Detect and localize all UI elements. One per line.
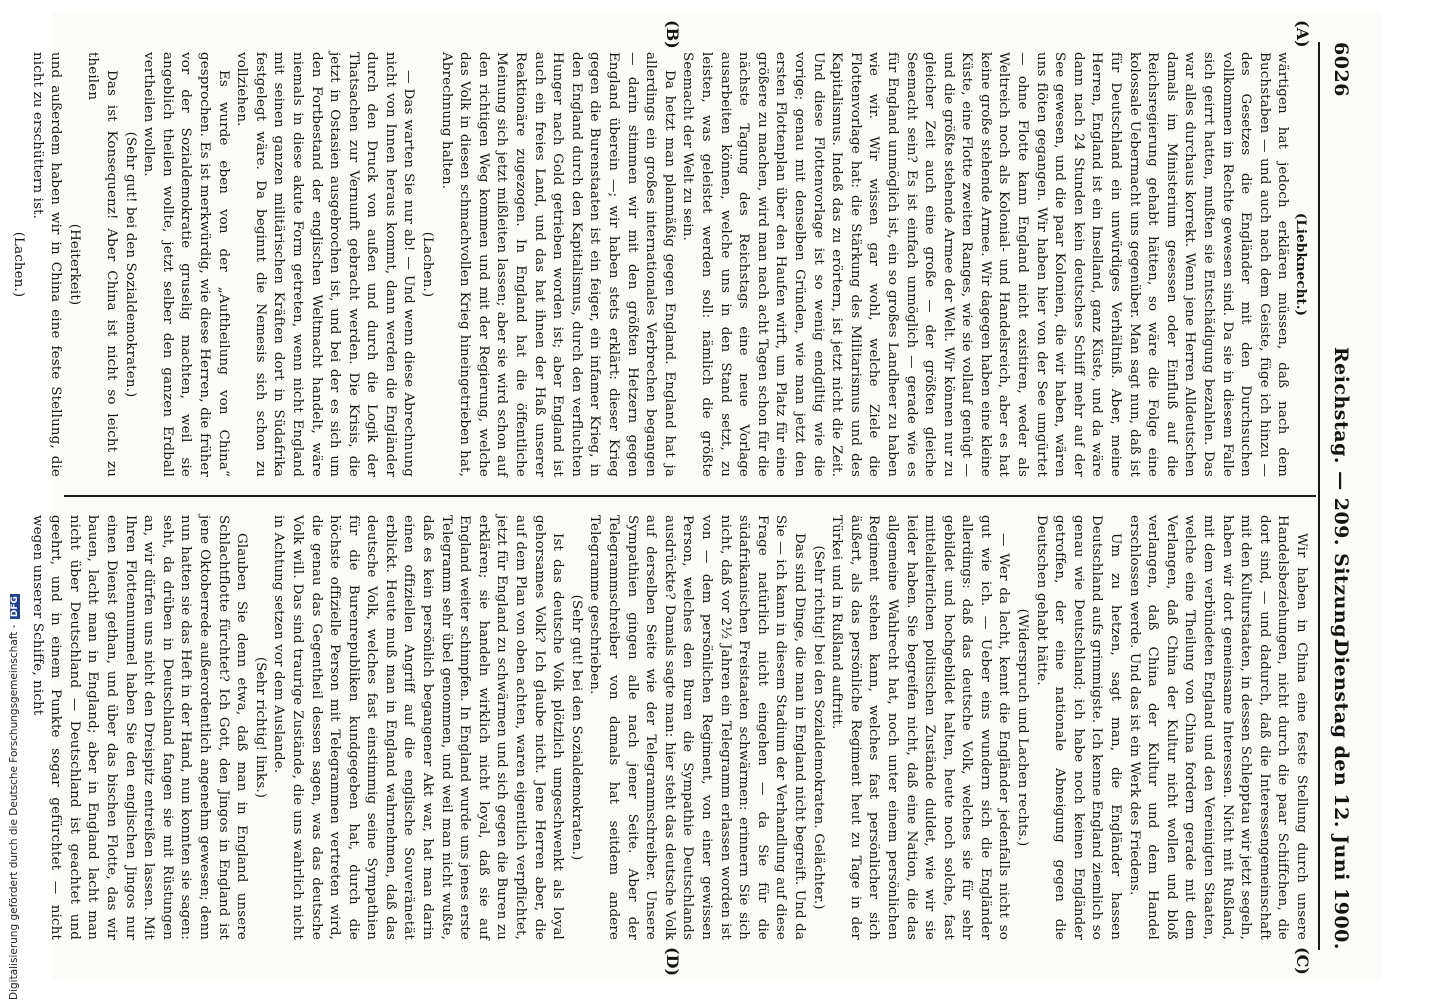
margin-mark-c: (C) [1293,947,1312,975]
page-number: 6026 [1330,42,1352,97]
paragraph: — Das warten Sie nur ab! — Und wenn diese Abrechnung nicht von Innen heraus kommt, dann werden die Engländer durch den Druck von außen und durch die Logik der Thatsachen zur Vernunft gebracht werden. Die Krisis, die jetzt in Ostasien ausgebrochen ist, und bei der es sich um den Fortbestand der englischen Weltmacht handelt, wäre niemals in diese akute Form getreten, wenn nicht England mit seinen ganzen militärischen Kräften dort in Südafrika festgelegt wäre. Da beginnt die Nemesis sich schon zu vollziehen. [234,52,417,477]
stage-direction: (Sehr gut! bei den Sozialdemokraten.) [122,131,138,398]
right-column [27,515,1310,940]
stage-direction: (Heiterkeit) [66,223,82,306]
stage-direction: (Sehr richtig! bei den Sozialdemokraten. Gelächter.) [810,545,826,910]
dfg-logo: DFG [10,596,20,618]
paragraph: — Wer da lacht, kennt die Engländer jedenfalls nicht so gut wie ich. — Ueber eins wundern sich die Engländer allerdings: daß das deutsche Volk, welches sie für sehr gebildet und hochgebildet halten, heute noch solche, fast mittelalterlichen politischen Zustände duldet, wie wir sie leider haben. Sie begreifen nicht, daß eine Nation, die das allgemeine Wahlrecht hat, noch unter einem persönlichen Regiment stehen kann, welches fast persönlicher sich äußert, als das persönliche Regiment heut zu Tage in der Türkei und in Rußland auftritt. [829,515,1012,940]
session-date: Dienstag den 12. Juni 1900. [1330,639,1352,950]
page-header [1322,42,1358,950]
paragraph: Ist das deutsche Volk plötzlich umgeschwenkt als loyal gehorsames Volk? Ich glaube nicht. Jene Herren aber, die auf dem Plan von oben achten, waren eigentlich verpflichtet, jetzt für England zu schwärmen und sich gegen die Buren zu erklären; sie handeln wirklich nicht loyal, daß sie auf England weiter schimpfen. In England wurde uns jenes erste Telegramm sehr übel genommen, und weil man nicht wußte, daß es kein persönlich begangener Akt war, hat man darin einen offiziellen Angriff auf die englische Souveränetät erblickt. Heute muß man in England wahrnehmen, daß das deutsche Volk, welches fast einstimmig seine Sympathien für die Burenrepubliken kundgegeben hat, durch die höchste offizielle Person mit Telegrammen vertreten wird, die genau das Gegentheil dessen sagen, was das deutsche Volk will. Das sind traurige Zustände, die uns wahrlich nicht in Achtung setzen vor dem Auslande. [271,515,566,940]
paragraph: wärtigen hat jedoch erklären müssen, daß nach dem Buchstaben — und auch nach dem Geiste, füge ich hinzu — des Gesetzes die Engländer mit den Durchsuchen vollkommen im Rechte gewesen sind. Da sie in diesem Falle sich geirrt hatten, mußten sie Entschädigung bezahlen. Das war alles durchaus korrekt. Wenn jene Herren Alldeutschen damals im Ministerium gesessen oder Einfluß auf die Reichsregierung gehabt hätten, so wäre die Folge eine kolossale Uebermacht uns gegenüber. Man sagt nun, daß ist für Deutschland ein unwürdiges Verhältniß. Aber, meine Herren, England ist ein Inselland, ganz Küste, und da wäre dann nach 24 Stunden kein deutsches Schiff mehr auf der See gewesen, und die paar Kolonien, die wir haben, wären uns flöten gegangen. Wir haben hier von der See umgürtet — ohne Flotte kann England nicht existiren, weder als Weltreich noch als Kolonial- und Handelsreich, aber es hat keine große stehende Armee. Wir dagegen haben eine kleine Küste, eine Flotte zweiten Ranges, wie sie vollauf genügt — und die größte stehende Armee der Welt. Wir können nur zu gleicher Zeit auch eine große — der größten gleiche Seemacht sein? Es ist einfach unmöglich — gerade wie es für England unmöglich ist, ein so großes Landheer zu haben wie wir. Wir wissen gar wohl, welche Ziele die Flottenvorlage hat: die Stärkung des Militarismus und des Kapitalismus. Indeß das zu erörtern, ist jetzt nicht die Zeit. Und diese Flottenvorlage ist so wenig endgiltig wie die vorige; genau mit denselben Gründen, wie man jetzt den ersten Flottenplan über den Haufen wirft, um Platz für eine größere zu machen, wird man nach acht Tagen schon für die nächste Tagung des Reichstags eine neue Vorlage ausarbeiten können, welche uns in den Stand setzt, zu leisten, was geleistet werden soll: nämlich die größte Seemacht der Welt zu sein. [680,52,1291,477]
stage-direction: (Sehr richtig! links.) [252,656,268,799]
margin-mark-a: (A) [1293,20,1312,48]
paragraph: Das sind Dinge, die man in England nicht begreift. Und da Sie — ich kann in diesem Stadium der Verhandlung auf diese Frage natürlich nicht eingehen — da Sie für die südafrikanischen Freistaaten schwärmen: erinnern Sie sich nicht, daß vor 2½ Jahren ein Telegramm erlassen worden ist von — dem persönlichen Regiment, von einer gewissen Person, welches den Buren die Sympathie Deutschlands ausdrückte? Damals sagte man: hier steht das deutsche Volk auf derselben Seite wie der Telegrammschreiber. Unsere Sympathien gingen alle nach jener Seite. Aber der Telegrammschreiber von damals hat seitdem andere Telegramme geschrieben. [587,515,807,940]
speaker-name: (Liebknecht.) [1293,212,1309,317]
left-column [8,52,1310,477]
digitization-credit [8,594,20,1000]
credit-text: Digitalisierung gefördert durch die Deutsche Forschungsgemeinschaft - [8,624,20,1000]
paragraph: Um zu hetzen, sagt man, die Engländer hassen Deutschland aufs grimmigste. Ich kenne England ziemlich so genau wie Deutschland; ich habe noch keinen Engländer getroffen, der eine nationale Abneigung gegen die Deutschen gehabt hätte. [1033,515,1124,940]
paragraph: und außerdem haben wir in China eine feste Stellung, die nicht zu erschüttern ist. [29,52,64,477]
paragraph: Glauben Sie denn etwa, daß man in England unsere Schlachtflotte fürchtet? Ich Gott, den Jingos in England ist jene Oktoberrede außerordentlich angenehm gewesen; denn nun hatten sie das Heft in der Hand, nun konnten sie sagen: seht, da drüben in Deutschland fangen sie mit Rüstungen an, wir dürfen uns nicht den Dreispitz entreißen lassen. Mit Ihren Flottennummel haben Sie den englischen Jingos nur einen Dienst gethan, und über das bischen Flotte, das wir bauen, lacht man in England; aber in England lacht man nicht über Deutschland — Deutschland ist geachtet und geehrt, und in einem Punkte sogar gefürchtet — nicht wegen unserer Schiffe, nicht [29,515,250,940]
stage-direction: (Sehr gut! bei den Sozialdemokraten.) [568,594,584,861]
paragraph: Das ist Konsequenz! Aber China ist nicht so leicht zu theilen [85,52,119,477]
stage-direction: (Lachen.) [11,231,27,298]
margin-mark-d: (D) [663,947,682,977]
stage-direction: (Lachen.) [420,231,436,298]
stage-direction: (Widerspruch und Lachen rechts.) [1015,608,1031,847]
paragraph: Es wurde eben von der „Auftheilung von China“ gesprochen. Es ist merkwürdig, wie diese Herren, die früher vor der Sozialdemokratie gruselig machten, weil sie angeblich theilen wollte, jetzt selber den ganzen Erdball vertheilen wollen. [141,52,231,477]
paragraph: Da hetzt man planmäßig gegen England. England hat ja allerdings ein großes internationales Verbrechen begangen — darin stimmen wir mit den größten Hetzern gegen England überein —; wir haben stets erklärt: dieser Krieg gegen die Burenstaaten ist ein feiger, ein infamer Krieg, in den England durch den Kapitalismus, durch den verfluchten Hunger nach Gold getrieben worden ist; aber England ist auch ein freies Land, und das hat ihnen der Haß unserer Reaktionäre zugezogen. In England hat die öffentliche Meinung sich jetzt mißleiten lassen; aber sie wird schon auf den richtigen Weg kommen und mit der Regierung, welche das Volk in diesen schmachvollen Krieg hineingetrieben hat, Abrechnung halten. [438,52,677,477]
column-divider [64,495,1316,497]
header-rule [1318,42,1320,950]
paragraph: Wir haben in China eine feste Stellung durch unsere Handelsbeziehungen, nicht durch die paar Schiffchen, die dort sind, — und dadurch, daß die Interessengemeinschaft mit den Kulturstaaten, in dessen Schlepptau wir jetzt segeln, haben wir dort gemeinsame Interessen. Nicht mit Rußland, mit dem verbündeten England und den Vereinigten Staaten, welche eine Theilung von China fordern gerade mit dem Verlangen, daß China der Kultur nicht wollen und bloß verlangen, daß China der Kultur und dem Handel erschlossen werde. Und das ist ein Werk des Friedens. [1126,515,1309,940]
running-title: Reichstag. — 209. Sitzung. [1330,346,1352,646]
margin-mark-b: (B) [663,20,682,49]
